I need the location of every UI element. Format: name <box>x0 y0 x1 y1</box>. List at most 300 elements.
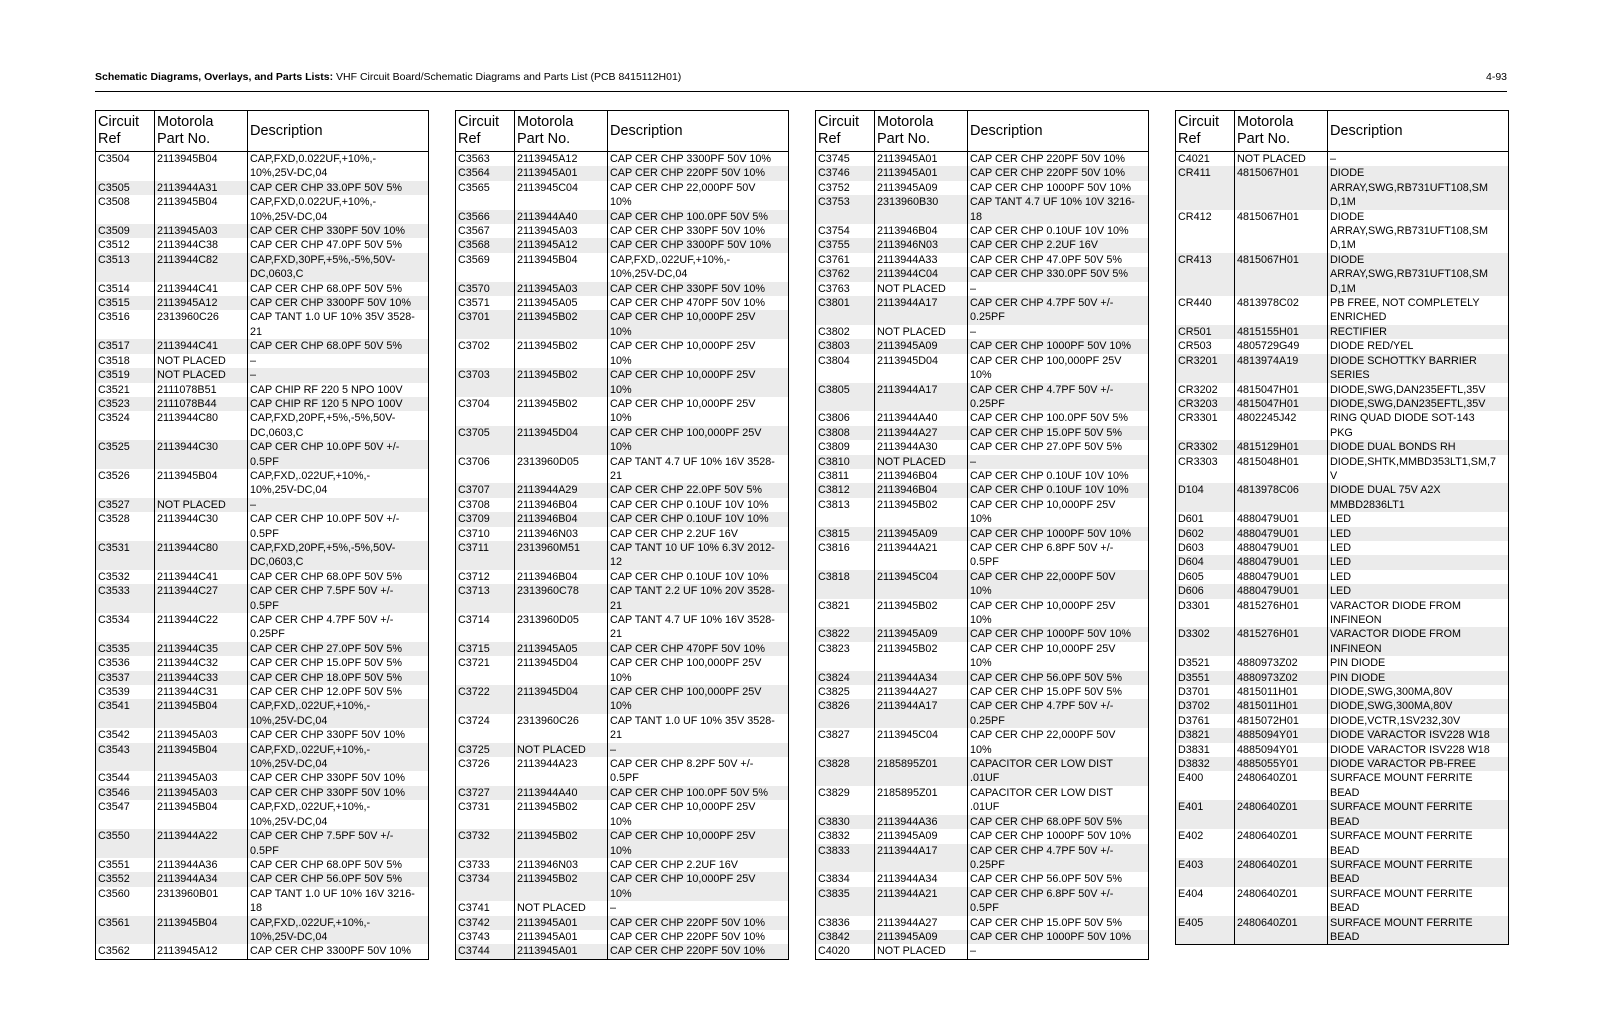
part-number-cell: 2113945B02 <box>515 310 608 324</box>
description-cell: CAP,FXD,.022UF,+10%,- <box>248 699 429 713</box>
description-cell: CAP CER CHP 470PF 50V 10% <box>608 642 789 656</box>
part-number-cell: 4880479U01 <box>1235 527 1328 541</box>
circuit-ref-cell: C3741 <box>456 901 515 915</box>
description-cell: CAP CER CHP 68.0PF 50V 5% <box>250 858 403 871</box>
table-row <box>456 714 789 728</box>
description-cell: CAP CER CHP 22,000PF 50V <box>968 570 1149 584</box>
part-number-cell: 2113945B04 <box>515 253 608 267</box>
table-row <box>816 152 1149 167</box>
description-cell: CAP CER CHP 3300PF 50V 10% <box>610 153 772 165</box>
description-cell: SURFACE MOUNT FERRITE <box>1330 772 1473 785</box>
table-row <box>96 195 429 209</box>
table-row <box>1176 282 1509 296</box>
part-number-cell <box>515 599 608 613</box>
description-cell: – <box>968 455 1149 469</box>
description-cell: 10% <box>608 844 789 858</box>
circuit-ref-cell <box>96 455 155 469</box>
part-number-cell <box>515 325 608 339</box>
circuit-ref-cell: C3703 <box>456 368 515 382</box>
table-row <box>1176 800 1509 814</box>
part-number-cell <box>155 527 248 541</box>
part-number-cell: 2313960C78 <box>515 584 608 598</box>
description-cell: PB FREE, NOT COMPLETELY <box>1330 297 1480 310</box>
part-number-cell <box>155 267 248 281</box>
table-row <box>816 512 1149 526</box>
part-number-cell: 2113945B04 <box>155 152 248 167</box>
table-row <box>1176 887 1509 901</box>
table-row <box>816 267 1149 281</box>
part-number-cell: 2111078B44 <box>155 397 248 411</box>
circuit-ref-cell: D3302 <box>1176 627 1235 641</box>
description-cell: 0.25PF <box>968 858 1149 872</box>
part-number-cell: 2113944A21 <box>875 541 968 555</box>
part-number-cell <box>1235 267 1328 281</box>
circuit-ref-cell: C3725 <box>456 743 515 757</box>
table-row <box>816 800 1149 814</box>
circuit-ref-cell: C3827 <box>816 728 875 742</box>
circuit-ref-cell: CR3302 <box>1176 440 1235 454</box>
description-cell: 21 <box>610 469 623 482</box>
circuit-ref-cell: C3524 <box>96 411 155 425</box>
description-cell: CAP,FXD,20PF,+5%,-5%,50V- <box>250 412 396 425</box>
description-cell: BEAD <box>1328 815 1509 829</box>
part-number-cell <box>515 195 608 209</box>
part-number-cell <box>515 671 608 685</box>
circuit-ref-cell <box>816 555 875 569</box>
description-cell: CAP CER CHP 10,000PF 25V <box>608 829 789 843</box>
circuit-ref-cell: C3813 <box>816 498 875 512</box>
circuit-ref-cell <box>1176 310 1235 324</box>
table-row <box>1176 152 1509 167</box>
part-number-cell: 2113945B04 <box>155 916 248 930</box>
table-row <box>456 224 789 238</box>
part-number-cell: 2113945A03 <box>155 786 248 800</box>
circuit-ref-cell: C3515 <box>96 296 155 310</box>
table-row <box>456 757 789 771</box>
table-row <box>96 411 429 425</box>
description-cell: CAP CER CHP 100,000PF 25V <box>608 685 789 699</box>
circuit-ref-cell <box>1176 469 1235 483</box>
table-row <box>816 426 1149 440</box>
description-cell: CAP CER CHP 2.2UF 16V <box>968 238 1149 252</box>
description-cell: CAP CER CHP 3300PF 50V 10% <box>250 945 412 958</box>
description-cell: 12 <box>608 555 789 569</box>
description-cell: VARACTOR DIODE FROM <box>1328 627 1509 641</box>
table-row <box>456 368 789 382</box>
description-cell: VARACTOR DIODE FROM <box>1330 599 1461 612</box>
description-cell: CAP CER CHP 330PF 50V 10% <box>248 786 429 800</box>
description-cell: CAP CER CHP 10.0PF 50V +/- <box>250 513 400 526</box>
table-row <box>96 325 429 339</box>
table-row <box>456 858 789 872</box>
description-cell: CAP CER CHP 6.8PF 50V +/- <box>970 541 1114 554</box>
circuit-ref-cell <box>816 512 875 526</box>
description-cell: CAP CER CHP 27.0PF 50V 5% <box>248 642 429 656</box>
circuit-ref-cell <box>456 325 515 339</box>
table-header-row <box>816 111 1149 152</box>
circuit-ref-cell <box>96 599 155 613</box>
description-cell: CAP CER CHP 15.0PF 50V 5% <box>250 657 403 670</box>
table-row <box>1176 527 1509 541</box>
table-row <box>96 512 429 526</box>
table-row <box>1176 498 1509 512</box>
circuit-ref-cell: E400 <box>1176 771 1235 785</box>
part-number-cell: 2480640Z01 <box>1235 858 1328 872</box>
table-row <box>456 584 789 598</box>
part-number-cell: 2113946B04 <box>875 469 968 483</box>
part-number-cell <box>515 555 608 569</box>
circuit-ref-cell: C3550 <box>96 829 155 843</box>
circuit-ref-cell: C3801 <box>816 296 875 310</box>
circuit-ref-cell <box>456 555 515 569</box>
circuit-ref-cell: C3708 <box>456 498 515 512</box>
table-row <box>1176 714 1509 728</box>
description-cell: CAP CER CHP 330PF 50V 10% <box>608 282 789 296</box>
table-row <box>816 858 1149 872</box>
circuit-ref-cell: C3536 <box>96 656 155 670</box>
description-cell: ARRAY,SWG,RB731UFT108,SM <box>1328 267 1509 281</box>
description-cell: INFINEON <box>1330 614 1382 626</box>
circuit-ref-cell: C3808 <box>816 426 875 440</box>
part-number-cell: 4880973Z02 <box>1235 656 1328 670</box>
part-number-cell <box>515 815 608 829</box>
description-cell: CAP CER CHP 100,000PF 25V <box>608 426 789 440</box>
part-number-cell: NOT PLACED <box>155 354 248 368</box>
table-row <box>816 743 1149 757</box>
header-circuit-ref-line: Ref <box>98 131 121 147</box>
part-number-cell: 2113945B02 <box>875 498 968 512</box>
description-cell: 0.25PF <box>250 628 285 641</box>
part-number-cell: 2113944C41 <box>155 570 248 584</box>
part-number-cell <box>515 267 608 281</box>
circuit-ref-cell: D3702 <box>1176 699 1235 713</box>
part-number-cell <box>155 815 248 829</box>
circuit-ref-cell: CR3301 <box>1176 411 1235 425</box>
circuit-ref-cell: E404 <box>1176 887 1235 901</box>
table-row <box>1176 613 1509 627</box>
header-description: Description <box>1328 111 1509 152</box>
part-number-cell: 2113944A21 <box>875 887 968 901</box>
table-row <box>816 714 1149 728</box>
part-number-cell: 2113945A09 <box>875 181 968 195</box>
part-number-cell: 2113945B04 <box>155 699 248 713</box>
part-number-cell: 2113945A12 <box>515 238 608 252</box>
circuit-ref-cell: C3826 <box>816 699 875 713</box>
part-number-cell: 2113944A40 <box>875 411 968 425</box>
circuit-ref-cell: C3802 <box>816 325 875 339</box>
table-row <box>456 901 789 915</box>
table-row <box>1176 354 1509 368</box>
part-number-cell: 2113944C31 <box>155 685 248 699</box>
table-header-row <box>1176 111 1509 152</box>
table-row <box>96 181 429 195</box>
description-cell: PKG <box>1330 426 1353 439</box>
circuit-ref-cell: D3301 <box>1176 599 1235 613</box>
page-number: 4-93 <box>1485 71 1507 83</box>
circuit-ref-cell <box>456 671 515 685</box>
table-row <box>456 815 789 829</box>
part-number-cell: NOT PLACED <box>1235 152 1328 167</box>
description-cell: CAP CER CHP 15.0PF 50V 5% <box>970 686 1123 699</box>
description-cell: CAP TANT 4.7 UF 10% 10V 3216- <box>968 195 1149 209</box>
table-row <box>816 498 1149 512</box>
table-row <box>456 339 789 353</box>
table-row <box>1176 771 1509 785</box>
table-row <box>96 916 429 930</box>
part-number-cell: 2113944C80 <box>155 541 248 555</box>
part-number-cell: 2113945D04 <box>515 426 608 440</box>
part-number-cell: 2113945B04 <box>155 743 248 757</box>
description-cell: BEAD <box>1330 844 1360 857</box>
description-cell: CAP CHIP RF 220 5 NPO 100V <box>250 383 403 396</box>
description-cell: CAP CER CHP 1000PF 50V 10% <box>968 930 1149 944</box>
header-rule <box>95 91 1507 92</box>
part-number-cell <box>875 714 968 728</box>
header-circuit-ref-line: Circuit <box>1178 114 1220 130</box>
page-title-rest: VHF Circuit Board/Schematic Diagrams and Parts List (PCB 8415112H01) <box>333 71 682 83</box>
page-header <box>95 71 1507 87</box>
header-circuit-ref-line: Circuit <box>818 114 860 130</box>
part-number-cell: 2113945A05 <box>515 642 608 656</box>
table-row <box>1176 599 1509 613</box>
part-number-cell <box>1235 642 1328 656</box>
circuit-ref-cell: C3521 <box>96 383 155 397</box>
description-cell: CAP CER CHP 27.0PF 50V 5% <box>970 441 1123 454</box>
part-number-cell: 4880479U01 <box>1235 570 1328 584</box>
circuit-ref-cell <box>456 383 515 397</box>
table-row <box>96 296 429 310</box>
part-number-cell: 2113944C04 <box>875 267 968 281</box>
table-row <box>456 570 789 584</box>
table-row <box>456 872 789 886</box>
table-row <box>816 411 1149 425</box>
page-title <box>95 71 681 83</box>
circuit-ref-cell: C3742 <box>456 916 515 930</box>
table-row <box>96 368 429 382</box>
description-cell: CAP CER CHP 4.7PF 50V +/- <box>968 699 1149 713</box>
table-row <box>816 282 1149 296</box>
table-row <box>96 455 429 469</box>
part-number-cell: 2113944A17 <box>875 699 968 713</box>
table-row <box>456 195 789 209</box>
description-cell: 0.25PF <box>968 310 1149 324</box>
circuit-ref-cell <box>96 627 155 641</box>
description-cell: 10% <box>970 743 992 756</box>
table-row <box>816 483 1149 497</box>
part-number-cell: 2480640Z01 <box>1235 829 1328 843</box>
table-row <box>816 310 1149 324</box>
part-number-cell <box>515 383 608 397</box>
table-row <box>1176 901 1509 915</box>
circuit-ref-cell: C3823 <box>816 642 875 656</box>
part-number-cell: NOT PLACED <box>155 498 248 512</box>
description-cell: 10% <box>610 671 632 684</box>
part-number-cell <box>155 426 248 440</box>
description-cell: 0.5PF <box>250 527 279 540</box>
circuit-ref-cell: CR3202 <box>1176 383 1235 397</box>
part-number-cell: 2113945B02 <box>515 829 608 843</box>
table-row <box>96 815 429 829</box>
table-row <box>456 253 789 267</box>
part-number-cell: NOT PLACED <box>875 325 968 339</box>
table-row <box>1176 815 1509 829</box>
part-number-cell: 2113944A17 <box>875 383 968 397</box>
part-number-cell: NOT PLACED <box>515 743 608 757</box>
circuit-ref-cell: C3733 <box>456 858 515 872</box>
part-number-cell: 2113944C30 <box>155 440 248 454</box>
table-row <box>816 599 1149 613</box>
part-number-cell: 2113944A27 <box>875 426 968 440</box>
table-row <box>96 930 429 944</box>
circuit-ref-cell <box>1176 613 1235 627</box>
description-cell: CAP CER CHP 330.0PF 50V 5% <box>968 267 1149 281</box>
header-motorola-part-no <box>515 111 608 152</box>
circuit-ref-cell: C3537 <box>96 671 155 685</box>
part-number-cell: 2113944C82 <box>155 253 248 267</box>
table-row <box>1176 210 1509 224</box>
part-number-cell: 2113945A01 <box>515 916 608 930</box>
table-row <box>1176 570 1509 584</box>
description-cell: CAP CER CHP 0.10UF 10V 10% <box>970 469 1129 482</box>
table-row <box>96 267 429 281</box>
table-row <box>96 685 429 699</box>
description-cell: CAP CER CHP 220PF 50V 10% <box>968 166 1149 180</box>
circuit-ref-cell: C3543 <box>96 743 155 757</box>
description-cell: 10% <box>970 614 992 626</box>
circuit-ref-cell: C3755 <box>816 238 875 252</box>
table-row <box>1176 930 1509 945</box>
circuit-ref-cell: E403 <box>1176 858 1235 872</box>
circuit-ref-cell: C3830 <box>816 815 875 829</box>
table-row <box>456 642 789 656</box>
part-number-cell: 4815072H01 <box>1235 714 1328 728</box>
circuit-ref-cell: C3562 <box>96 944 155 959</box>
table-row <box>816 224 1149 238</box>
table-row <box>456 166 789 180</box>
description-cell: 10% <box>610 196 632 209</box>
circuit-ref-cell: C3504 <box>96 152 155 167</box>
circuit-ref-cell: C3754 <box>816 224 875 238</box>
circuit-ref-cell <box>1176 844 1235 858</box>
part-number-cell <box>1235 613 1328 627</box>
part-number-cell: 2113944C38 <box>155 238 248 252</box>
description-cell: CAP CER CHP 68.0PF 50V 5% <box>250 282 403 295</box>
description-cell: CAP,FXD,0.022UF,+10%,- <box>250 153 377 165</box>
table-row <box>816 815 1149 829</box>
table-row <box>456 296 789 310</box>
table-row <box>816 872 1149 886</box>
table-row <box>1176 383 1509 397</box>
part-number-cell: NOT PLACED <box>875 455 968 469</box>
description-cell: CAPACITOR CER LOW DIST <box>968 757 1149 771</box>
description-cell: CAP CER CHP 470PF 50V 10% <box>610 297 766 310</box>
description-cell: CAP TANT 1.0 UF 10% 16V 3216- <box>250 887 415 900</box>
table-row <box>1176 166 1509 180</box>
header-circuit-ref-line: Ref <box>1178 131 1201 147</box>
description-cell: DC,0603,C <box>250 426 304 439</box>
circuit-ref-cell: C3541 <box>96 699 155 713</box>
circuit-ref-cell: C3821 <box>816 599 875 613</box>
table-row <box>816 383 1149 397</box>
table-row <box>96 599 429 613</box>
description-cell: CAP CER CHP 1000PF 50V 10% <box>968 339 1149 353</box>
table-row <box>96 757 429 771</box>
part-number-cell <box>155 930 248 944</box>
part-number-cell: 2113945A03 <box>155 224 248 238</box>
description-cell: SURFACE MOUNT FERRITE <box>1328 858 1509 872</box>
circuit-ref-cell: C3810 <box>816 455 875 469</box>
part-number-cell: 4815129H01 <box>1235 440 1328 454</box>
circuit-ref-cell: C3828 <box>816 757 875 771</box>
description-cell: – <box>1330 153 1337 165</box>
circuit-ref-cell <box>456 699 515 713</box>
part-number-cell: 4813978C02 <box>1235 296 1328 310</box>
table-row <box>1176 181 1509 195</box>
header-motorola-part-no-line: Motorola <box>1237 114 1294 130</box>
description-cell: – <box>248 368 429 382</box>
circuit-ref-cell <box>96 527 155 541</box>
circuit-ref-cell: C3532 <box>96 570 155 584</box>
table-row <box>96 354 429 368</box>
table-row <box>816 728 1149 742</box>
description-cell: CAP CER CHP 4.7PF 50V +/- <box>968 296 1149 310</box>
table-row <box>816 757 1149 771</box>
part-number-cell <box>155 844 248 858</box>
part-number-cell: 2113945D04 <box>875 354 968 368</box>
header-description: Description <box>968 111 1149 152</box>
description-cell: CAP CER CHP 0.10UF 10V 10% <box>610 498 769 511</box>
table-row <box>96 872 429 886</box>
part-number-cell: 2185895Z01 <box>875 757 968 771</box>
part-number-cell: 2113945B02 <box>515 397 608 411</box>
part-number-cell: 2313960C26 <box>515 714 608 728</box>
description-cell: SURFACE MOUNT FERRITE <box>1330 830 1473 843</box>
description-cell: 10% <box>968 584 1149 598</box>
circuit-ref-cell: C3812 <box>816 483 875 497</box>
table-row <box>816 671 1149 685</box>
table-row <box>96 786 429 800</box>
description-cell: – <box>610 902 617 915</box>
part-number-cell: 4815047H01 <box>1235 383 1328 397</box>
circuit-ref-cell: CR413 <box>1176 253 1235 267</box>
part-number-cell: 2113944A36 <box>155 858 248 872</box>
circuit-ref-cell: C3842 <box>816 930 875 944</box>
part-number-cell: 4815011H01 <box>1235 699 1328 713</box>
circuit-ref-cell <box>96 844 155 858</box>
circuit-ref-cell: C3714 <box>456 613 515 627</box>
description-cell: CAP CER CHP 330PF 50V 10% <box>250 729 406 742</box>
circuit-ref-cell <box>816 613 875 627</box>
table-row <box>816 397 1149 411</box>
description-cell: CAP CER CHP 7.5PF 50V +/- <box>248 829 429 843</box>
description-cell: CAP CER CHP 220PF 50V 10% <box>970 153 1126 165</box>
table-row <box>456 282 789 296</box>
part-number-cell: 4815011H01 <box>1235 685 1328 699</box>
part-number-cell <box>1235 872 1328 886</box>
part-number-cell <box>1235 181 1328 195</box>
circuit-ref-cell: D602 <box>1176 527 1235 541</box>
table-row <box>456 930 789 944</box>
description-cell: D,1M <box>1328 195 1509 209</box>
part-number-cell <box>155 325 248 339</box>
table-row <box>96 483 429 497</box>
table-row <box>1176 411 1509 425</box>
description-cell: 0.5PF <box>610 772 639 785</box>
part-number-cell <box>1235 368 1328 382</box>
circuit-ref-cell <box>1176 195 1235 209</box>
description-cell: CAP CER CHP 15.0PF 50V 5% <box>970 916 1123 929</box>
table-row <box>816 527 1149 541</box>
